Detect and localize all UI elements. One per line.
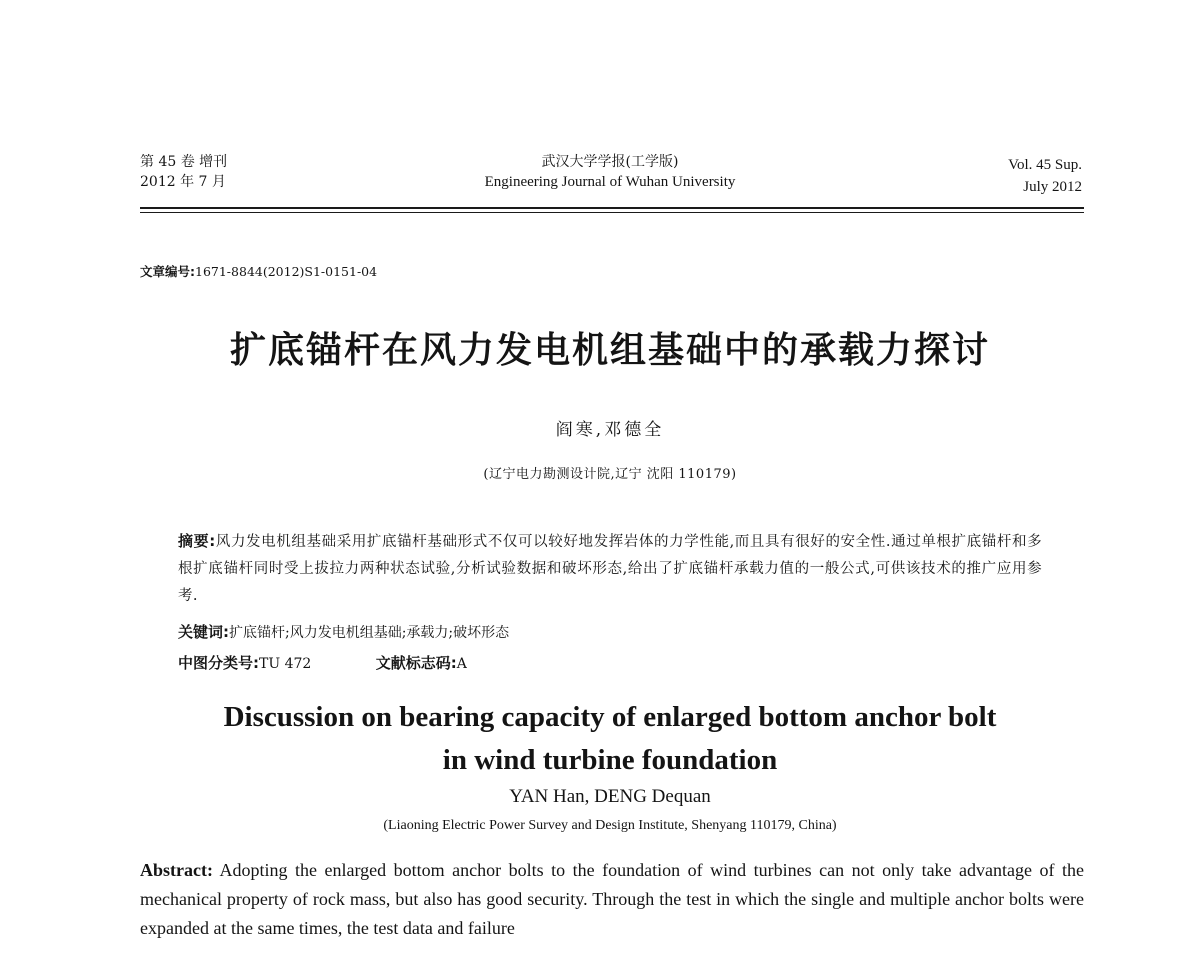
abstract-cn-text: 风力发电机组基础采用扩底锚杆基础形式不仅可以较好地发挥岩体的力学性能,而且具有很好的安全性.通过单根扩底锚杆和多根扩底锚杆同时受上拔拉力两种状态试验,分析试验数据和破坏形态,给出了扩底锚杆承载力值的一般公式,可供该技术的推广应用参考. [178, 534, 1042, 604]
abstract-en-text: Adopting the enlarged bottom anchor bolts to the foundation of wind turbines can not only take advantage of the mechanical property of rock mass, but also has good security. Through the test in which the single and multiple anchor bolts were expanded at the same times, the test data and failure [140, 860, 1084, 938]
clc-value: TU 472 [259, 656, 312, 672]
abstract-cn-label: 摘要: [178, 532, 216, 550]
journal-name [400, 152, 820, 192]
keywords-cn-label: 关键词: [178, 623, 229, 641]
date-cn: 2012 年 7 月 [140, 174, 226, 190]
title-en-line2: in wind turbine foundation [442, 744, 778, 776]
affiliation-en: (Liaoning Electric Power Survey and Design Institute, Shenyang 110179, China) [383, 818, 837, 833]
abstract-en-label: Abstract: [140, 860, 213, 880]
title-cn: 扩底锚杆在风力发电机组基础中的承载力探讨 [229, 330, 990, 371]
abstract-en [140, 856, 1084, 943]
date-en: July 2012 [1023, 179, 1082, 195]
keywords-cn-text: 扩底锚杆;风力发电机组基础;承载力;破坏形态 [229, 625, 510, 641]
article-number-label: 文章编号: [140, 264, 195, 279]
journal-name-cn: 武汉大学学报(工学版) [541, 154, 679, 170]
article-number-value: 1671-8844(2012)S1-0151-04 [195, 264, 378, 279]
clc-label: 中图分类号: [178, 654, 259, 672]
keywords-cn [178, 621, 509, 642]
article-number [140, 262, 377, 280]
header-volume-date-cn [140, 152, 227, 192]
doc-code-label: 文献标志码: [375, 654, 457, 672]
classification-line [178, 652, 467, 673]
doc-code-value: A [456, 656, 467, 672]
header-rule-top [140, 207, 1084, 209]
header-rule-bottom [140, 212, 1084, 213]
volume-en: Vol. 45 Sup. [1008, 157, 1082, 173]
title-en [100, 696, 1120, 782]
header-volume-date-en [1008, 154, 1082, 198]
journal-name-en: Engineering Journal of Wuhan University [484, 174, 736, 190]
abstract-cn [178, 528, 1042, 610]
authors-en: YAN Han, DENG Dequan [509, 786, 711, 807]
title-en-line1: Discussion on bearing capacity of enlarged bottom anchor bolt [223, 701, 997, 733]
authors-cn: 阎寒,邓德全 [555, 420, 665, 440]
volume-cn: 第 45 卷 增刊 [140, 154, 228, 170]
affiliation-cn: (辽宁电力勘测设计院,辽宁 沈阳 110179) [483, 467, 737, 482]
